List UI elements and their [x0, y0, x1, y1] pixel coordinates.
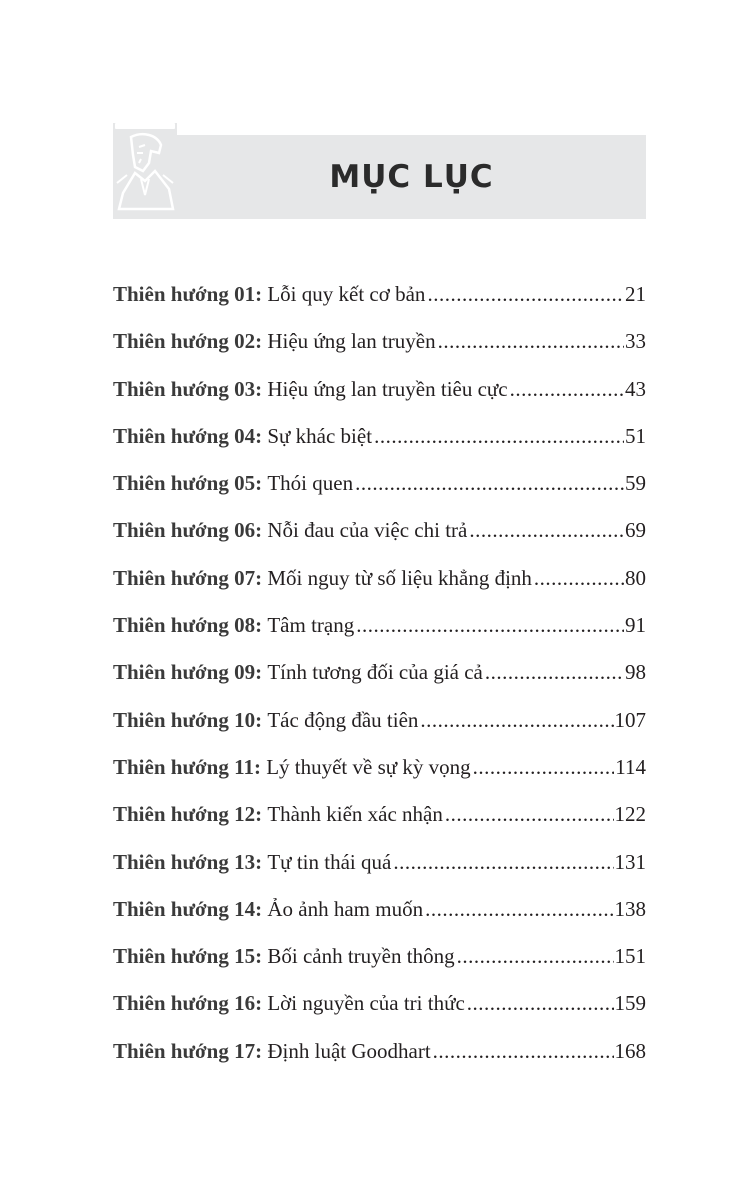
toc-entry	[113, 366, 646, 413]
toc-entry	[113, 460, 646, 507]
toc-entry-page: 80	[625, 565, 646, 590]
dot-leader	[457, 933, 614, 980]
toc-entry-label: Thiên hướng 10:	[113, 707, 263, 732]
dot-leader	[393, 839, 613, 886]
toc-entry	[113, 886, 646, 933]
dot-leader	[425, 886, 613, 933]
toc-entry	[113, 507, 646, 554]
toc-entry	[113, 413, 646, 460]
table-of-contents	[113, 271, 646, 1075]
toc-entry-label: Thiên hướng 13:	[113, 849, 263, 874]
toc-entry-label: Thiên hướng 16:	[113, 991, 263, 1016]
toc-entry-label: Thiên hướng 03:	[113, 376, 263, 401]
toc-entry-page: 168	[614, 1038, 646, 1063]
toc-entry-page: 21	[625, 282, 646, 306]
dot-leader	[355, 460, 624, 507]
toc-entry-title: Ảo ảnh ham muốn	[267, 896, 424, 921]
toc-entry-label: Thiên hướng 09:	[113, 660, 263, 685]
toc-entry-label: Thiên hướng 06:	[113, 518, 263, 543]
dot-leader	[420, 697, 613, 744]
toc-entry-label: Thiên hướng 15:	[113, 944, 263, 969]
toc-entry	[113, 318, 646, 365]
toc-entry	[113, 602, 646, 649]
toc-entry-title: Mối nguy từ số liệu khẳng định	[267, 565, 532, 590]
dot-leader	[510, 366, 624, 413]
toc-entry-title: Hiệu ứng lan truyền tiêu cực	[267, 376, 508, 401]
toc-entry-title: Sự khác biệt	[267, 423, 373, 448]
toc-entry-page: 122	[614, 802, 646, 827]
toc-entry-title: Tâm trạng	[267, 613, 355, 638]
toc-entry	[113, 839, 646, 886]
toc-entry	[113, 933, 646, 980]
toc-entry-label: Thiên hướng 07:	[113, 565, 263, 590]
dot-leader	[438, 318, 624, 365]
toc-entry-title: Tính tương đối của giá cả	[267, 660, 483, 685]
toc-entry	[113, 697, 646, 744]
toc-entry-page: 91	[625, 613, 646, 638]
toc-entry	[113, 555, 646, 602]
toc-entry-page: 33	[625, 329, 646, 354]
toc-entry-label: Thiên hướng 12:	[113, 802, 263, 827]
toc-entry-label: Thiên hướng 02:	[113, 329, 263, 354]
dot-leader	[445, 791, 614, 838]
toc-entry-label: Thiên hướng 05:	[113, 471, 263, 496]
dot-leader	[427, 271, 624, 318]
dot-leader	[374, 413, 624, 460]
toc-entry-page: 138	[614, 896, 646, 921]
dot-leader	[534, 555, 624, 602]
toc-entry	[113, 1028, 646, 1075]
toc-entry	[113, 744, 646, 791]
toc-entry-page: 43	[625, 376, 646, 401]
toc-entry-title: Nỗi đau của việc chi trả	[267, 518, 468, 543]
dot-leader	[433, 1028, 614, 1075]
dot-leader	[473, 744, 615, 791]
portrait-icon	[113, 123, 177, 219]
toc-entry-label: Thiên hướng 01:	[113, 282, 263, 306]
toc-entry-page: 59	[625, 471, 646, 496]
toc-entry-page: 98	[625, 660, 646, 685]
page-title: MỤC LỤC	[329, 159, 494, 195]
toc-entry-title: Thành kiến xác nhận	[267, 802, 443, 827]
toc-entry	[113, 271, 646, 318]
toc-entry-page: 151	[614, 944, 646, 969]
dot-leader	[356, 602, 624, 649]
dot-leader	[485, 649, 624, 696]
toc-entry-title: Lý thuyết về sự kỳ vọng	[266, 754, 471, 779]
toc-entry-page: 107	[614, 707, 646, 732]
toc-entry	[113, 980, 646, 1027]
toc-entry-page: 131	[614, 849, 646, 874]
toc-entry-title: Hiệu ứng lan truyền	[267, 329, 436, 354]
toc-entry	[113, 791, 646, 838]
toc-entry-title: Lời nguyền của tri thức	[267, 991, 465, 1016]
toc-entry-page: 51	[625, 423, 646, 448]
toc-entry-title: Định luật Goodhart	[267, 1038, 431, 1063]
dot-leader	[469, 507, 624, 554]
toc-entry-label: Thiên hướng 14:	[113, 896, 263, 921]
toc-entry-label: Thiên hướng 17:	[113, 1038, 263, 1063]
toc-entry-title: Tự tin thái quá	[267, 849, 392, 874]
toc-entry-label: Thiên hướng 11:	[113, 754, 261, 779]
toc-entry-page: 159	[614, 991, 646, 1016]
toc-entry-title: Bối cảnh truyền thông	[267, 944, 455, 969]
toc-entry-page: 69	[625, 518, 646, 543]
dot-leader	[467, 980, 614, 1027]
toc-entry-title: Tác động đầu tiên	[267, 707, 419, 732]
toc-header	[113, 135, 646, 219]
toc-entry-label: Thiên hướng 08:	[113, 613, 263, 638]
toc-entry-title: Thói quen	[267, 471, 354, 496]
toc-entry-page: 114	[615, 754, 646, 779]
toc-entry	[113, 649, 646, 696]
toc-entry-title: Lỗi quy kết cơ bản	[267, 282, 426, 306]
toc-entry-label: Thiên hướng 04:	[113, 423, 263, 448]
